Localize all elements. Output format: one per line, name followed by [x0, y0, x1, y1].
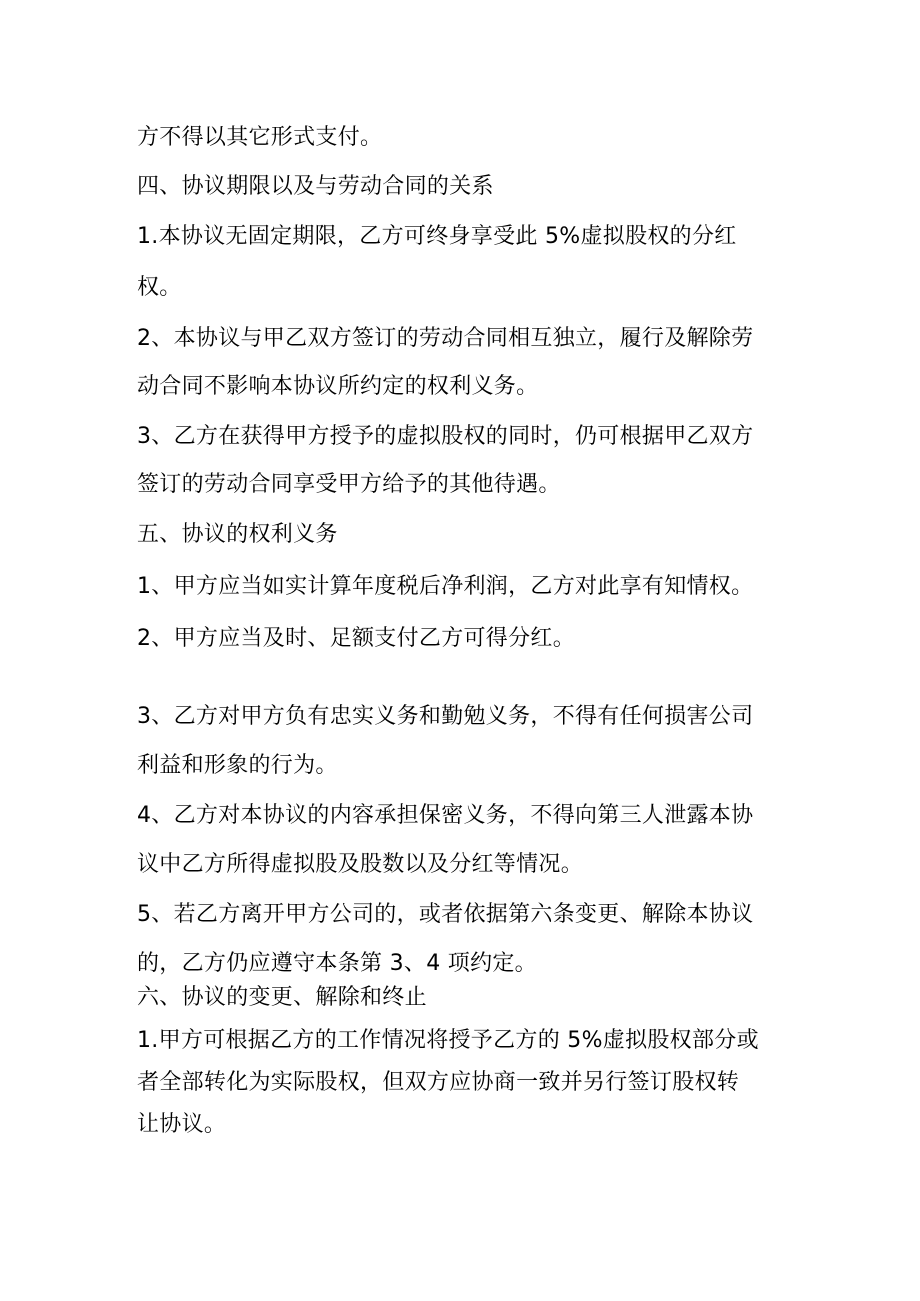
section-heading: 四、协议期限以及与劳动合同的关系: [137, 174, 494, 199]
text-line: 3、乙方对甲方负有忠实义务和勤勉义务，不得有任何损害公司: [137, 704, 754, 729]
text-line: 1.本协议无固定期限，乙方可终身享受此 5%虚拟股权的分红: [137, 224, 737, 249]
text-line: 5、若乙方离开甲方公司的，或者依据第六条变更、解除本协议: [137, 902, 754, 927]
text-line: 3、乙方在获得甲方授予的虚拟股权的同时，仍可根据甲乙双方: [137, 424, 754, 449]
section-heading: 五、协议的权利义务: [137, 522, 338, 547]
text-line: 2、甲方应当及时、足额支付乙方可得分红。: [137, 626, 575, 651]
text-line: 利益和形象的行为。: [137, 753, 338, 778]
text-line: 4、乙方对本协议的内容承担保密义务，不得向第三人泄露本协: [137, 803, 754, 828]
text-line: 方不得以其它形式支付。: [137, 125, 383, 150]
text-line: 让协议。: [137, 1112, 227, 1137]
text-line: 1、甲方应当如实计算年度税后净利润，乙方对此享有知情权。: [137, 574, 754, 599]
section-heading: 六、协议的变更、解除和终止: [137, 985, 427, 1010]
text-line: 2、本协议与甲乙双方签订的劳动合同相互独立，履行及解除劳: [137, 326, 754, 351]
text-line: 1.甲方可根据乙方的工作情况将授予乙方的 5%虚拟股权部分或: [137, 1028, 759, 1053]
text-line: 的，乙方仍应遵守本条第 3、4 项约定。: [137, 951, 537, 976]
text-line: 动合同不影响本协议所约定的权利义务。: [137, 374, 539, 399]
text-line: 权。: [137, 275, 182, 300]
text-line: 者全部转化为实际股权，但双方应协商一致并另行签订股权转: [137, 1070, 740, 1095]
text-line: 签订的劳动合同享受甲方给予的其他待遇。: [137, 472, 561, 497]
text-line: 议中乙方所得虚拟股及股数以及分红等情况。: [137, 852, 584, 877]
